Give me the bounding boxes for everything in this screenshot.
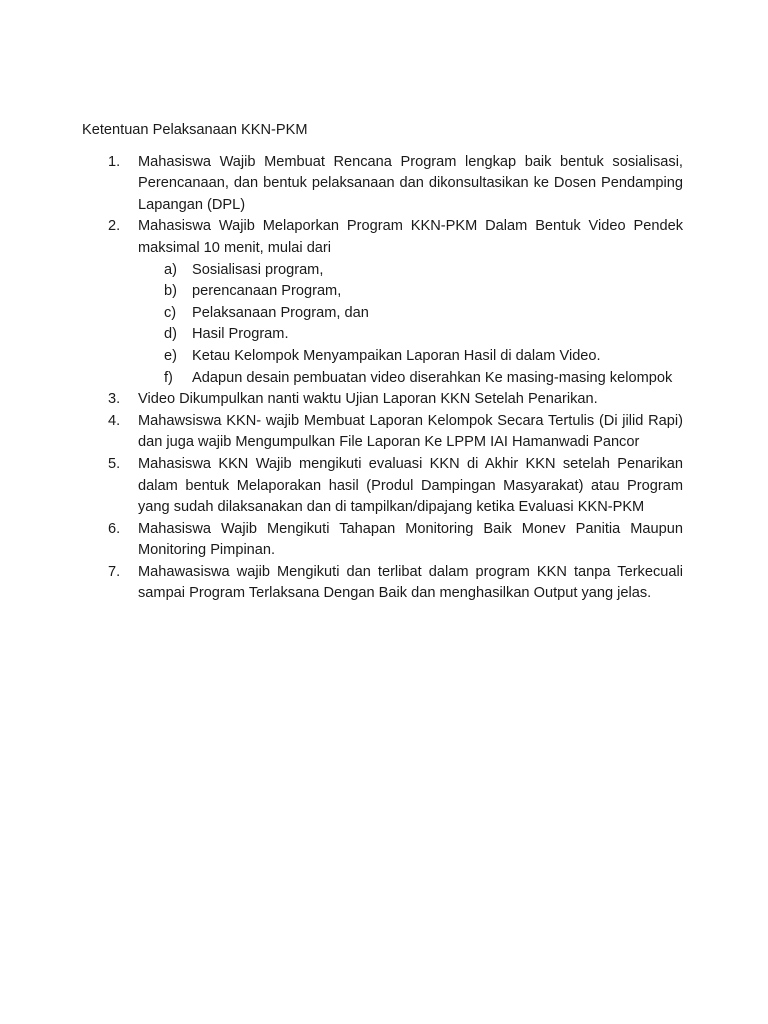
list-item-text: Mahasiswa KKN Wajib mengikuti evaluasi KKN di Akhir KKN setelah Penarikan dalam bentuk Melaporakan hasil (Produl Dampingan Masyarakat) atau Program yang sudah dilaksanakan dan di tampilkan/dipajang ketika Evaluasi KKN-PKM	[138, 455, 683, 516]
list-item-number: 2.	[108, 218, 121, 235]
sublist-item-text: perencanaan Program,	[192, 283, 342, 300]
list-item-number: 3.	[108, 391, 121, 408]
numbered-list	[82, 152, 683, 605]
sublist-item	[82, 368, 683, 390]
list-item	[82, 454, 683, 519]
lettered-sublist	[82, 260, 683, 390]
sublist-item	[82, 260, 683, 282]
list-item-number: 5.	[108, 455, 121, 472]
list-item-text: Mahawasiswa wajib Mengikuti dan terlibat dalam program KKN tanpa Terkecuali sampai Program Terlaksana Dengan Baik dan menghasilkan Output yang jelas.	[138, 563, 683, 602]
list-item-text: Mahasiswa Wajib Melaporkan Program KKN-PKM Dalam Bentuk Video Pendek maksimal 10 menit, mulai dari	[138, 218, 683, 256]
document-title: Ketentuan Pelaksanaan KKN-PKM	[82, 122, 308, 138]
list-item	[82, 562, 683, 605]
list-item	[82, 216, 683, 259]
sublist-item-text: Pelaksanaan Program, dan	[192, 304, 369, 321]
sublist-item-letter: d)	[164, 326, 177, 343]
list-item-text: Mahasiswa Wajib Mengikuti Tahapan Monitoring Baik Monev Panitia Maupun Monitoring Pimpinan.	[138, 520, 683, 559]
list-item-text: Mahasiswa Wajib Membuat Rencana Program lengkap baik bentuk sosialisasi, Perencanaan, dan bentuk pelaksanaan dan dikonsultasikan ke Dosen Pendamping Lapangan (DPL)	[138, 153, 683, 213]
list-item	[82, 389, 683, 411]
sublist-item	[82, 303, 683, 325]
list-item	[82, 519, 683, 562]
sublist-item-letter: f)	[164, 369, 173, 386]
sublist-item-text: Hasil Program.	[192, 326, 289, 343]
list-item	[82, 411, 683, 454]
document-body	[82, 120, 683, 605]
sublist-item-text: Ketau Kelompok Menyampaikan Laporan Hasil di dalam Video.	[192, 347, 601, 364]
list-item-number: 4.	[108, 412, 121, 429]
list-item-number: 7.	[108, 563, 121, 580]
list-item-text: Mahawsiswa KKN- wajib Membuat Laporan Kelompok Secara Tertulis (Di jilid Rapi) dan juga wajib Mengumpulkan File Laporan Ke LPPM IAI Hamanwadi Pancor	[138, 412, 683, 451]
sublist-item-letter: a)	[164, 261, 177, 278]
list-item-number: 6.	[108, 520, 121, 537]
sublist-item	[82, 324, 683, 346]
list-item-number: 1.	[108, 153, 121, 170]
sublist-item	[82, 346, 683, 368]
list-item-text: Video Dikumpulkan nanti waktu Ujian Laporan KKN Setelah Penarikan.	[138, 391, 598, 408]
sublist-item-text: Adapun desain pembuatan video diserahkan Ke masing-masing kelompok	[192, 369, 673, 386]
sublist-item-letter: c)	[164, 304, 177, 321]
sublist-item-letter: e)	[164, 347, 177, 364]
sublist-item	[82, 281, 683, 303]
sublist-item-text: Sosialisasi program,	[192, 261, 324, 278]
list-item	[82, 152, 683, 217]
sublist-item-letter: b)	[164, 283, 177, 300]
